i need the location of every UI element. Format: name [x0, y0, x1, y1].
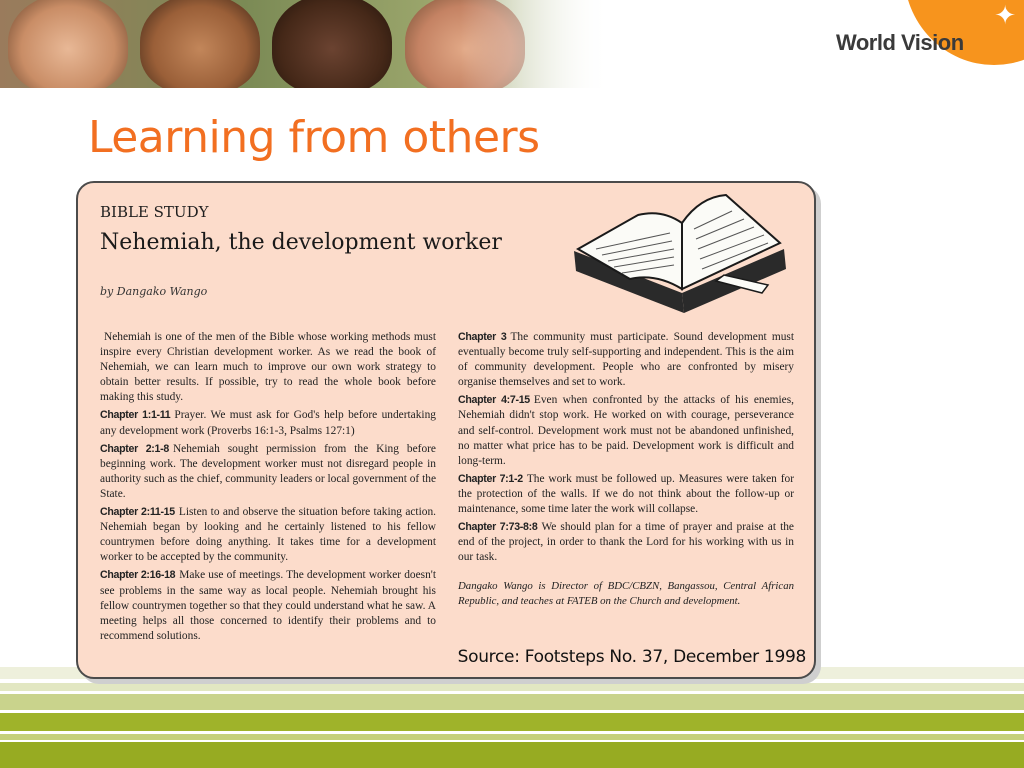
- star-icon: ✦: [994, 0, 1016, 30]
- chapter-ref: Chapter 1:1-11: [100, 409, 171, 422]
- article-headline: Nehemiah, the development worker: [100, 230, 502, 255]
- child-face: [272, 0, 392, 88]
- article-right-column: [458, 330, 794, 612]
- article-left-column: [100, 330, 436, 647]
- article-card: [76, 181, 816, 679]
- article-paragraph: Chapter 2:1-8 Nehemiah sought permission from the King before beginning work. The development worker must not disregard people in authority such as the chief, community leaders or local government of the State.: [100, 442, 436, 500]
- footer-stripe: [0, 694, 1024, 710]
- article-byline: by Dangako Wango: [100, 285, 208, 298]
- chapter-ref: Chapter 3: [458, 331, 507, 343]
- chapter-ref: Chapter 2:11-15: [100, 506, 175, 519]
- chapter-ref: Chapter 2:16-18: [100, 569, 176, 582]
- chapter-ref: Chapter 7:1-2: [458, 472, 523, 485]
- article-paragraph: Chapter 4:7-15 Even when confronted by the attacks of his enemies, Nehemiah didn't stop work. He worked on with courage, perseverance and self-control. Development work must not be abandoned unfinished, no matter what price has to be paid. Development work is difficult and long-term.: [458, 394, 794, 467]
- open-book-icon: [566, 189, 792, 319]
- article-paragraph: Chapter 7:73-8:8 We should plan for a time of prayer and praise at the end of the project, in order to thank the Lord for his working with us in our task.: [458, 521, 794, 564]
- chapter-ref: Chapter 2:1-8: [100, 442, 169, 455]
- header-photo: [0, 0, 610, 88]
- footer-stripe: [0, 742, 1024, 768]
- child-face: [140, 0, 260, 88]
- chapter-ref: Chapter 7:73-8:8: [458, 521, 538, 534]
- author-bio: Dangako Wango is Director of BDC/CBZN, Bangassou, Central African Republic, and teaches at FATEB on the Church and development.: [458, 580, 794, 608]
- world-vision-logo: World Vision: [836, 30, 964, 55]
- footer-stripe: [0, 683, 1024, 691]
- slide-title: Learning from others: [88, 112, 540, 163]
- article-paragraph: Chapter 3 The community must participate. Sound development must eventually become truly self-supporting and independent. This is the aim of community development. People who are confronted by misery organise themselves and set to work.: [458, 331, 794, 389]
- article-kicker: BIBLE STUDY: [100, 203, 209, 221]
- source-citation: Source: Footsteps No. 37, December 1998: [457, 647, 806, 667]
- article-paragraph: Chapter 2:16-18 Make use of meetings. The development worker doesn't see problems in the same way as local people. Nehemiah brought his fellow countrymen together so that they could understand what he saw. A meeting helps all those concerned to identify their problems and to recommend solutions.: [100, 569, 436, 642]
- article-paragraph: Chapter 7:1-2 The work must be followed up. Measures were taken for the protection of the walls. If we do not think about the follow-up or maintenance, some time later the work will collapse.: [458, 472, 794, 516]
- chapter-ref: Chapter 4:7-15: [458, 394, 530, 407]
- article-paragraph: Nehemiah is one of the men of the Bible whose working methods must inspire every Christian development worker. As we read the book of Nehemiah, we can learn much to improve our own work strategy to obtain better results. If possible, try to read the whole book before making this study.: [100, 331, 436, 404]
- article-paragraph: Chapter 2:11-15 Listen to and observe the situation before taking action. Nehemiah began by looking and he certainly listened to his fellow countrymen before doing anything. It takes time for a development worker to be accepted by the community.: [100, 506, 436, 564]
- child-face: [8, 0, 128, 88]
- article-paragraph: Chapter 1:1-11 Prayer. We must ask for God's help before undertaking any development work (Proverbs 16:1-3, Psalms 127:1): [100, 409, 436, 437]
- footer-stripe: [0, 713, 1024, 731]
- footer-stripe: [0, 734, 1024, 740]
